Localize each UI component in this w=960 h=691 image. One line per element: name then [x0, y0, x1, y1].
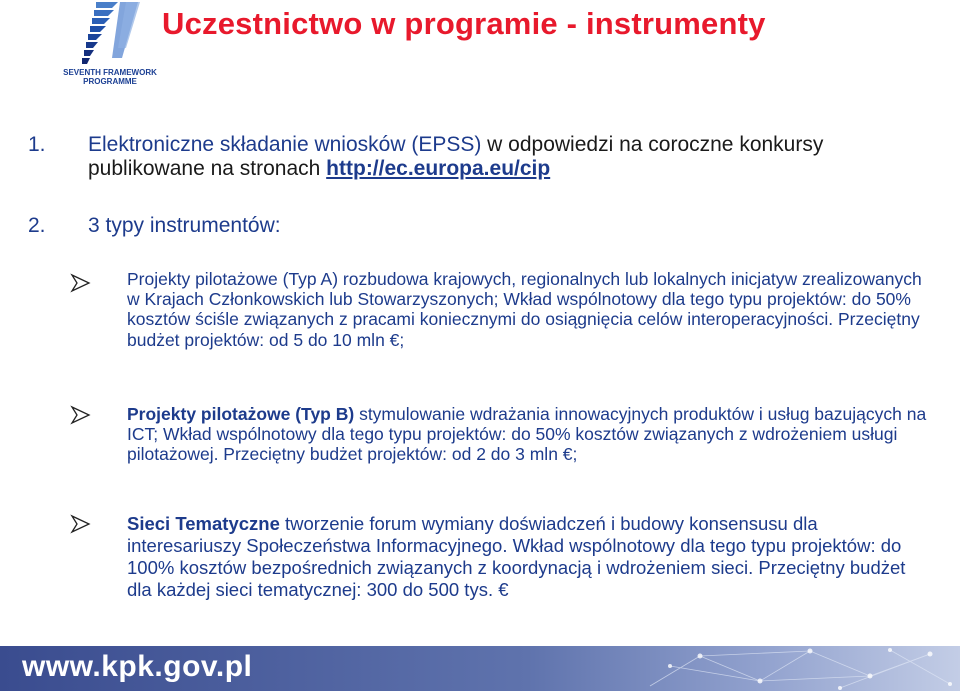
bullet-type-a-title: Projekty pilotażowe (Typ A) [127, 269, 339, 289]
item-2-text: 3 typy instrumentów: [88, 214, 281, 237]
page-title: Uczestnictwo w programie - instrumenty [162, 6, 766, 41]
arrow-bullet-icon [70, 513, 92, 535]
bullet-type-b-title: Projekty pilotażowe (Typ B) [127, 404, 355, 424]
bullet-networks-body: tworzenie forum wymiany doświadczeń i budowy konsensusu dla interesariuszy Społeczeństwa Informacyjnego. Wkład wspólnotowy dla tego typu projektów: do 100% kosztów bezpośrednich związanych z koordynacją i wdrożeniem sieci. Przeciętny budżet dla każdej sieci tematycznej: 300 do 500 tys. € [127, 513, 906, 600]
bullet-type-b [127, 404, 927, 465]
item-1-lead: Elektroniczne składanie wniosków (EPSS) [88, 133, 482, 156]
footer-bar [0, 646, 960, 691]
item-1-number: 1. [28, 133, 46, 156]
network-graphic-icon [630, 646, 960, 691]
arrow-bullet-icon [70, 272, 92, 294]
bullet-networks [127, 513, 927, 601]
bullet-type-a [127, 269, 927, 350]
item-1-text [88, 133, 928, 181]
logo-caption: SEVENTH FRAMEWORK PROGRAMME [63, 68, 157, 86]
cip-link[interactable]: http://ec.europa.eu/cip [326, 157, 551, 180]
footer-url[interactable]: www.kpk.gov.pl [22, 650, 253, 683]
bullet-networks-title: Sieci Tematyczne [127, 513, 280, 534]
bullet-type-b-body: stymulowanie wdrażania innowacyjnych produktów i usług bazujących na ICT; Wkład wspólnotowy dla tego typu projektów: do 50% kosztów związanych z wdrożeniem usługi pilotażowej. Przeciętny budżet projektów: od 2 do 3 mln €; [127, 404, 927, 465]
item-1-rest: w odpowiedzi na coroczne konkursy publikowane na stronach [88, 133, 824, 180]
bullet-type-a-body: rozbudowa krajowych, regionalnych lub lokalnych inicjatyw zrealizowanych w Krajach Członkowskich lub Stowarzyszonych; Wkład wspólnotowy dla tego typu projektów: do 50% kosztów ściśle związanych z pracami koniecznymi do osiągnięcia celów interoperacyjności. Przeciętny budżet projektów: od 5 do 10 mln €; [127, 269, 922, 350]
arrow-bullet-icon [70, 404, 92, 426]
item-2-number: 2. [28, 214, 46, 237]
